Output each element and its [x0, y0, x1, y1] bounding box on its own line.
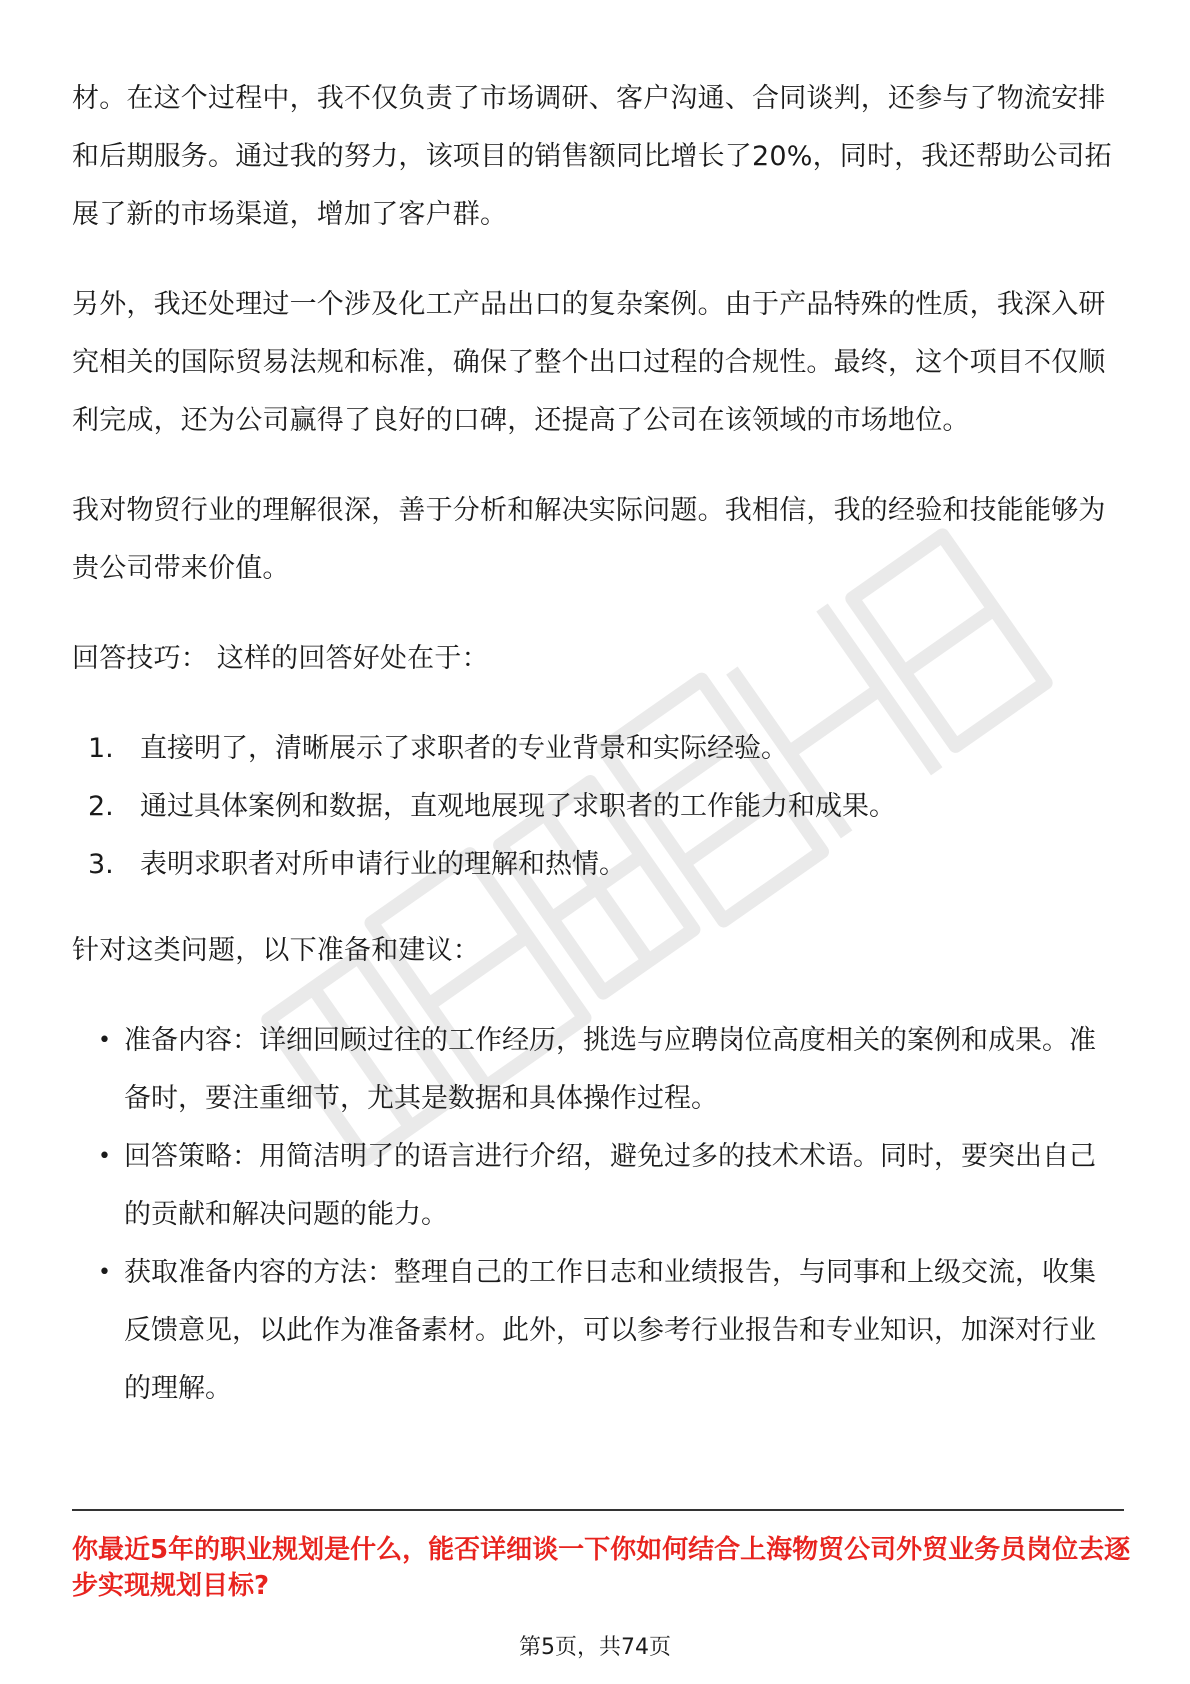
- list-item: [72, 836, 1122, 894]
- list-item: [72, 1128, 1122, 1244]
- list-item: [72, 778, 1122, 836]
- list-number: 1.: [88, 733, 114, 764]
- list-number: 2.: [88, 791, 114, 822]
- advice-heading: 针对这类问题，以下准备和建议：: [72, 935, 480, 966]
- list-item-text: 回答策略：用简洁明了的语言进行介绍，避免过多的技术术语。同时，要突出自己的贡献和解决问题的能力。: [124, 1141, 1096, 1230]
- list-item: [72, 1244, 1122, 1418]
- main-content: [72, 70, 1122, 1418]
- tips-heading: 回答技巧： 这样的回答好处在于：: [72, 643, 489, 674]
- paragraph-1: 材。在这个过程中，我不仅负责了市场调研、客户沟通、合同谈判，还参与了物流安排和后期服务。通过我的努力，该项目的销售额同比增长了20%，同时，我还帮助公司拓展了新的市场渠道，增加了客户群。: [72, 83, 1112, 230]
- list-item-text: 表明求职者对所申请行业的理解和热情。: [140, 849, 626, 880]
- tips-list: [72, 720, 1122, 894]
- list-item-text: 通过具体案例和数据，直观地展现了求职者的工作能力和成果。: [140, 791, 896, 822]
- page-number: 第5页，共74页: [519, 1635, 671, 1660]
- bullet-icon: •: [98, 1028, 111, 1053]
- section-divider: [72, 1509, 1124, 1511]
- list-item-text: 直接明了，清晰展示了求职者的专业背景和实际经验。: [140, 733, 788, 764]
- list-item-text: 准备内容：详细回顾过往的工作经历，挑选与应聘岗位高度相关的案例和成果。准备时，要注重细节，尤其是数据和具体操作过程。: [124, 1025, 1096, 1114]
- list-number: 3.: [88, 849, 114, 880]
- list-item-text: 获取准备内容的方法：整理自己的工作日志和业绩报告，与同事和上级交流，收集反馈意见，以此作为准备素材。此外，可以参考行业报告和专业知识，加深对行业的理解。: [124, 1257, 1096, 1404]
- advice-list: [72, 1012, 1122, 1418]
- next-question-heading: 你最近5年的职业规划是什么，能否详细谈一下你如何结合上海物贸公司外贸业务员岗位去逐步实现规划目标?: [72, 1535, 1131, 1601]
- list-item: [72, 720, 1122, 778]
- paragraph-2: 另外，我还处理过一个涉及化工产品出口的复杂案例。由于产品特殊的性质，我深入研究相关的国际贸易法规和标准，确保了整个出口过程的合规性。最终，这个项目不仅顺利完成，还为公司赢得了良好的口碑，还提高了公司在该领域的市场地位。: [72, 289, 1106, 436]
- paragraph-3: 我对物贸行业的理解很深，善于分析和解决实际问题。我相信，我的经验和技能能够为贵公司带来价值。: [72, 495, 1106, 584]
- bullet-icon: •: [98, 1260, 111, 1285]
- bullet-icon: •: [98, 1144, 111, 1169]
- list-item: [72, 1012, 1122, 1128]
